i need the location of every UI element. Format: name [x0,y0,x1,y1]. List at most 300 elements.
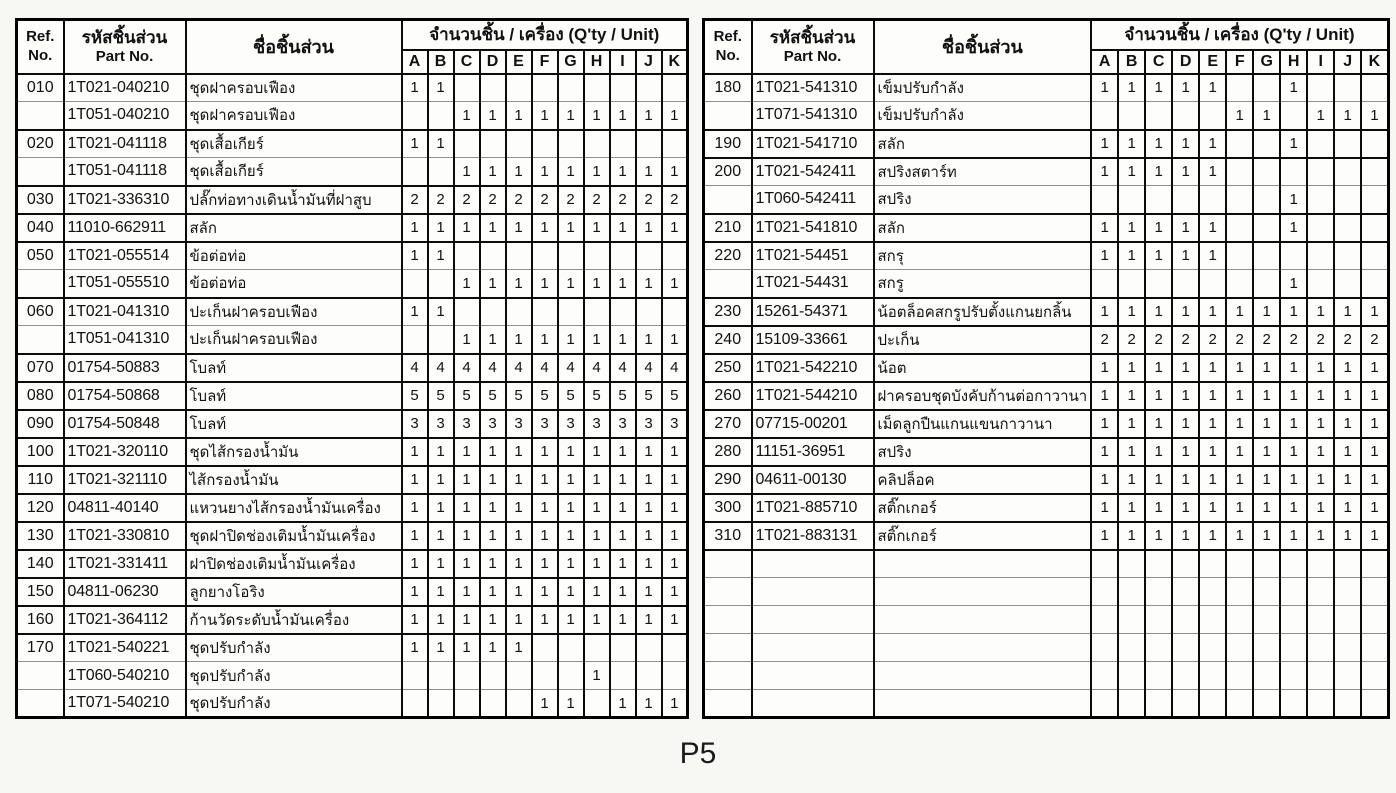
qty-cell: 1 [402,550,428,578]
qty-cell: 1 [1145,494,1172,522]
qty-cell: 1 [1226,298,1253,326]
qty-cell: 1 [1145,410,1172,438]
qty-cell: 1 [1280,354,1307,382]
qty-cell: 1 [1118,522,1145,550]
qty-cell: 1 [480,214,506,242]
table-row [17,522,688,550]
qty-cell [1307,634,1334,662]
qty-cell: 1 [1145,242,1172,270]
ref-no-cell: 030 [17,186,64,214]
qty-cell [636,74,662,102]
part-no-cell: 1T051-041310 [64,326,186,354]
qty-cell: 1 [480,494,506,522]
qty-cell: 5 [480,382,506,410]
qty-cell: 1 [506,634,532,662]
qty-cell [662,130,688,158]
qty-cell: 4 [610,354,636,382]
qty-cell: 1 [454,578,480,606]
part-no-cell: 1T051-041118 [64,158,186,186]
ref-no-header [17,20,64,74]
ref-no-cell: 090 [17,410,64,438]
qty-cell [1199,690,1226,718]
part-name-cell: สลัก [874,214,1092,242]
qty-cell [428,326,454,354]
qty-cell [1145,186,1172,214]
qty-cell: 1 [506,270,532,298]
part-no-cell: 1T021-330810 [64,522,186,550]
qty-cell [1253,186,1280,214]
table-row [17,214,688,242]
qty-cell: 1 [402,522,428,550]
unit-col-e: E [506,50,532,74]
qty-cell: 1 [1226,466,1253,494]
qty-cell: 1 [402,634,428,662]
qty-cell [1118,102,1145,130]
qty-cell: 1 [558,214,584,242]
part-no-cell: 1T021-331411 [64,550,186,578]
part-name-cell: โบลท์ [186,354,402,382]
part-no-cell: 1T060-542411 [752,186,874,214]
qty-cell: 1 [1118,466,1145,494]
qty-cell: 1 [532,214,558,242]
qty-cell [610,298,636,326]
ref-no-cell [704,550,752,578]
qty-cell: 1 [480,466,506,494]
qty-cell: 1 [662,550,688,578]
qty-cell [1280,634,1307,662]
qty-cell: 1 [1307,494,1334,522]
qty-cell: 1 [1280,214,1307,242]
qty-cell: 1 [1361,494,1388,522]
qty-cell [1334,186,1361,214]
qty-cell [610,74,636,102]
qty-cell: 1 [402,466,428,494]
qty-cell [402,158,428,186]
qty-cell [1253,130,1280,158]
qty-cell: 1 [506,466,532,494]
part-no-cell: 01754-50883 [64,354,186,382]
qty-cell: 2 [636,186,662,214]
qty-cell: 1 [480,578,506,606]
part-name-cell: ก้านวัดระดับน้ำมันเครื่อง [186,606,402,634]
qty-cell: 1 [480,550,506,578]
qty-unit-header: จำนวนชิ้น / เครื่อง (Q'ty / Unit) [402,20,688,50]
table-header [704,20,1389,74]
part-name-cell: ปะเก็น [874,326,1092,354]
part-name-header: ชื่อชิ้นส่วน [874,20,1092,74]
qty-cell: 1 [532,270,558,298]
unit-col-j: J [636,50,662,74]
ref-no-cell [17,270,64,298]
qty-cell [1226,158,1253,186]
qty-cell: 1 [1172,438,1199,466]
qty-cell [584,242,610,270]
qty-cell [428,690,454,718]
qty-cell [1145,102,1172,130]
qty-cell: 1 [1199,242,1226,270]
qty-cell: 1 [584,494,610,522]
qty-cell: 1 [1145,354,1172,382]
qty-cell: 1 [1226,494,1253,522]
part-no-cell [752,662,874,690]
qty-cell [1334,606,1361,634]
qty-cell [454,298,480,326]
qty-cell: 1 [1334,522,1361,550]
ref-no-cell [17,158,64,186]
part-name-cell [874,550,1092,578]
ref-no-cell: 060 [17,298,64,326]
part-name-cell: สกรู [874,270,1092,298]
qty-cell: 2 [1145,326,1172,354]
qty-cell [610,662,636,690]
part-no-cell: 11010-662911 [64,214,186,242]
part-no-cell: 11151-36951 [752,438,874,466]
part-no-cell: 15261-54371 [752,298,874,326]
part-no-cell [752,634,874,662]
qty-cell: 1 [636,550,662,578]
qty-cell: 1 [1253,410,1280,438]
qty-cell: 1 [584,158,610,186]
qty-cell: 1 [1361,410,1388,438]
part-no-cell: 04811-06230 [64,578,186,606]
qty-cell: 1 [480,270,506,298]
qty-cell [1226,690,1253,718]
qty-cell: 2 [1172,326,1199,354]
qty-cell: 2 [428,186,454,214]
qty-cell: 1 [1145,158,1172,186]
qty-cell: 1 [558,494,584,522]
qty-cell [1145,634,1172,662]
ref-no-cell: 120 [17,494,64,522]
ref-no-cell: 240 [704,326,752,354]
qty-cell [1253,242,1280,270]
qty-cell: 1 [1091,466,1118,494]
qty-cell: 5 [610,382,636,410]
qty-cell: 2 [1091,326,1118,354]
qty-cell [1172,662,1199,690]
qty-cell [1091,690,1118,718]
qty-cell: 1 [1334,354,1361,382]
ref-header-line1: Ref. [26,28,55,45]
qty-cell [636,130,662,158]
part-no-cell: 1T060-540210 [64,662,186,690]
ref-no-cell [704,662,752,690]
qty-cell: 2 [610,186,636,214]
qty-cell: 1 [662,102,688,130]
ref-header-line1: Ref. [713,28,742,45]
qty-cell [636,298,662,326]
qty-cell: 1 [584,578,610,606]
qty-cell [532,298,558,326]
qty-cell: 1 [1307,382,1334,410]
qty-cell: 1 [402,130,428,158]
qty-cell: 1 [1334,494,1361,522]
qty-cell: 1 [1199,410,1226,438]
qty-cell [506,690,532,718]
table-row [704,158,1389,186]
qty-cell: 1 [532,606,558,634]
qty-cell: 1 [454,158,480,186]
part-no-cell: 1T021-540221 [64,634,186,662]
qty-cell: 1 [402,494,428,522]
part-name-cell [874,662,1092,690]
qty-cell: 1 [532,494,558,522]
ref-no-cell: 080 [17,382,64,410]
qty-cell [1334,662,1361,690]
part-name-cell: ชุดฝาปิดช่องเติมน้ำมันเครื่อง [186,522,402,550]
qty-cell: 1 [454,102,480,130]
part-name-cell: ชุดเสื้อเกียร์ [186,130,402,158]
qty-cell [1226,270,1253,298]
ref-no-cell: 100 [17,438,64,466]
part-name-cell: เข็มปรับกำลัง [874,74,1092,102]
qty-cell [1226,74,1253,102]
qty-cell [1172,270,1199,298]
qty-cell [1145,662,1172,690]
table-row [17,382,688,410]
qty-cell: 1 [558,690,584,718]
qty-cell [402,662,428,690]
table-row [17,298,688,326]
qty-cell: 1 [662,578,688,606]
part-name-cell: สติ๊กเกอร์ [874,494,1092,522]
qty-cell: 1 [1091,242,1118,270]
qty-cell: 2 [662,186,688,214]
qty-cell: 1 [1280,382,1307,410]
part-no-cell: 1T021-041118 [64,130,186,158]
qty-cell [1145,606,1172,634]
qty-cell: 4 [454,354,480,382]
qty-cell: 1 [1091,494,1118,522]
qty-cell: 1 [1118,130,1145,158]
qty-cell [506,130,532,158]
qty-cell: 4 [558,354,584,382]
qty-cell: 3 [480,410,506,438]
table-row [17,466,688,494]
qty-cell [1361,74,1388,102]
qty-cell [1361,634,1388,662]
qty-cell: 1 [506,158,532,186]
qty-cell: 1 [1226,438,1253,466]
qty-cell: 1 [662,466,688,494]
table-row [17,130,688,158]
part-no-cell: 04611-00130 [752,466,874,494]
qty-cell: 1 [1199,214,1226,242]
qty-cell: 1 [1307,522,1334,550]
qty-cell: 1 [584,550,610,578]
qty-cell: 1 [428,522,454,550]
qty-cell: 1 [402,578,428,606]
qty-cell: 3 [402,410,428,438]
qty-cell: 1 [480,522,506,550]
qty-cell [1307,74,1334,102]
qty-cell: 1 [454,214,480,242]
part-name-cell [874,690,1092,718]
qty-cell [1361,186,1388,214]
qty-cell [1145,690,1172,718]
qty-cell: 3 [662,410,688,438]
qty-cell: 1 [1280,410,1307,438]
qty-cell: 2 [1334,326,1361,354]
qty-cell: 1 [1118,494,1145,522]
qty-cell: 1 [1199,438,1226,466]
part-name-cell: สปริงสตาร์ท [874,158,1092,186]
qty-cell [1334,242,1361,270]
table-row [17,662,688,690]
qty-cell: 1 [636,158,662,186]
qty-cell: 1 [1361,298,1388,326]
ref-no-cell: 220 [704,242,752,270]
qty-cell: 1 [428,438,454,466]
table-row [17,158,688,186]
qty-cell: 1 [558,158,584,186]
qty-cell [1253,578,1280,606]
unit-col-b: B [1118,50,1145,74]
qty-cell: 1 [1199,522,1226,550]
unit-col-b: B [428,50,454,74]
qty-cell: 1 [610,606,636,634]
ref-no-cell: 280 [704,438,752,466]
part-no-cell: 1T021-336310 [64,186,186,214]
qty-cell [1118,186,1145,214]
qty-cell [558,634,584,662]
qty-cell: 1 [1199,466,1226,494]
unit-col-i: I [610,50,636,74]
qty-cell: 5 [662,382,688,410]
qty-cell [532,634,558,662]
qty-cell [1280,550,1307,578]
qty-cell: 1 [1118,158,1145,186]
qty-cell: 5 [402,382,428,410]
qty-cell: 1 [636,690,662,718]
qty-cell: 4 [584,354,610,382]
qty-cell: 1 [558,326,584,354]
qty-cell: 1 [1199,130,1226,158]
part-header-thai: รหัสชิ้นส่วน [81,27,168,47]
table-row [704,130,1389,158]
table-row [17,326,688,354]
ref-no-cell: 070 [17,354,64,382]
qty-cell: 1 [428,466,454,494]
qty-cell [1172,578,1199,606]
qty-cell [584,690,610,718]
qty-cell: 5 [636,382,662,410]
qty-cell: 1 [584,326,610,354]
qty-cell [480,130,506,158]
qty-cell [428,102,454,130]
qty-cell: 1 [532,158,558,186]
part-no-cell [752,550,874,578]
qty-cell [1307,662,1334,690]
qty-cell: 1 [1361,466,1388,494]
ref-no-cell [704,634,752,662]
qty-cell: 2 [1280,326,1307,354]
qty-cell [1199,606,1226,634]
qty-cell: 2 [506,186,532,214]
qty-cell: 1 [1226,522,1253,550]
qty-cell [428,158,454,186]
ref-no-cell: 110 [17,466,64,494]
part-name-cell: ฝาครอบชุดบังคับก้านต่อกาวานา [874,382,1092,410]
qty-cell: 1 [1091,410,1118,438]
qty-cell: 1 [1172,298,1199,326]
part-name-cell: ชุดไส้กรองน้ำมัน [186,438,402,466]
ref-no-cell: 200 [704,158,752,186]
table-row [704,186,1389,214]
table-row [17,74,688,102]
qty-cell [1091,550,1118,578]
qty-cell: 1 [610,270,636,298]
qty-cell [558,298,584,326]
qty-cell: 1 [1118,410,1145,438]
qty-cell [1280,662,1307,690]
qty-cell: 1 [1172,130,1199,158]
ref-no-cell: 020 [17,130,64,158]
qty-cell: 1 [1118,74,1145,102]
part-no-cell: 01754-50868 [64,382,186,410]
qty-cell [558,242,584,270]
qty-cell: 1 [480,634,506,662]
part-no-cell: 1T021-544210 [752,382,874,410]
qty-cell: 1 [1307,354,1334,382]
part-name-cell: สติ๊กเกอร์ [874,522,1092,550]
qty-cell: 1 [532,102,558,130]
qty-cell: 5 [584,382,610,410]
part-no-cell: 1T071-540210 [64,690,186,718]
part-no-cell: 07715-00201 [752,410,874,438]
qty-cell: 1 [610,550,636,578]
qty-cell: 1 [558,102,584,130]
unit-col-a: A [402,50,428,74]
qty-cell [1361,606,1388,634]
qty-cell: 1 [1172,466,1199,494]
qty-cell [1226,578,1253,606]
qty-cell [1226,242,1253,270]
ref-no-cell [704,186,752,214]
qty-cell: 1 [1118,354,1145,382]
qty-cell [532,74,558,102]
qty-cell: 1 [558,550,584,578]
qty-cell: 4 [532,354,558,382]
qty-cell: 1 [662,214,688,242]
part-no-cell: 1T021-542411 [752,158,874,186]
unit-col-g: G [1253,50,1280,74]
qty-cell [1226,662,1253,690]
qty-cell [1199,550,1226,578]
qty-cell [1361,662,1388,690]
qty-cell [506,74,532,102]
qty-cell: 1 [1091,438,1118,466]
table-row [704,522,1389,550]
unit-col-k: K [1361,50,1388,74]
qty-cell: 1 [454,326,480,354]
qty-cell [636,634,662,662]
qty-cell: 1 [584,270,610,298]
qty-cell: 1 [428,130,454,158]
table-header [17,20,688,74]
qty-cell: 4 [480,354,506,382]
qty-cell: 1 [1280,186,1307,214]
qty-cell: 1 [636,494,662,522]
table-row [17,690,688,718]
part-name-cell: น้อตล็อคสกรูปรับตั้งแกนยกลิ้น [874,298,1092,326]
table-row [704,634,1389,662]
table-row [17,550,688,578]
qty-cell: 1 [1280,270,1307,298]
qty-cell: 2 [402,186,428,214]
part-name-cell: เข็มปรับกำลัง [874,102,1092,130]
qty-cell [1307,214,1334,242]
